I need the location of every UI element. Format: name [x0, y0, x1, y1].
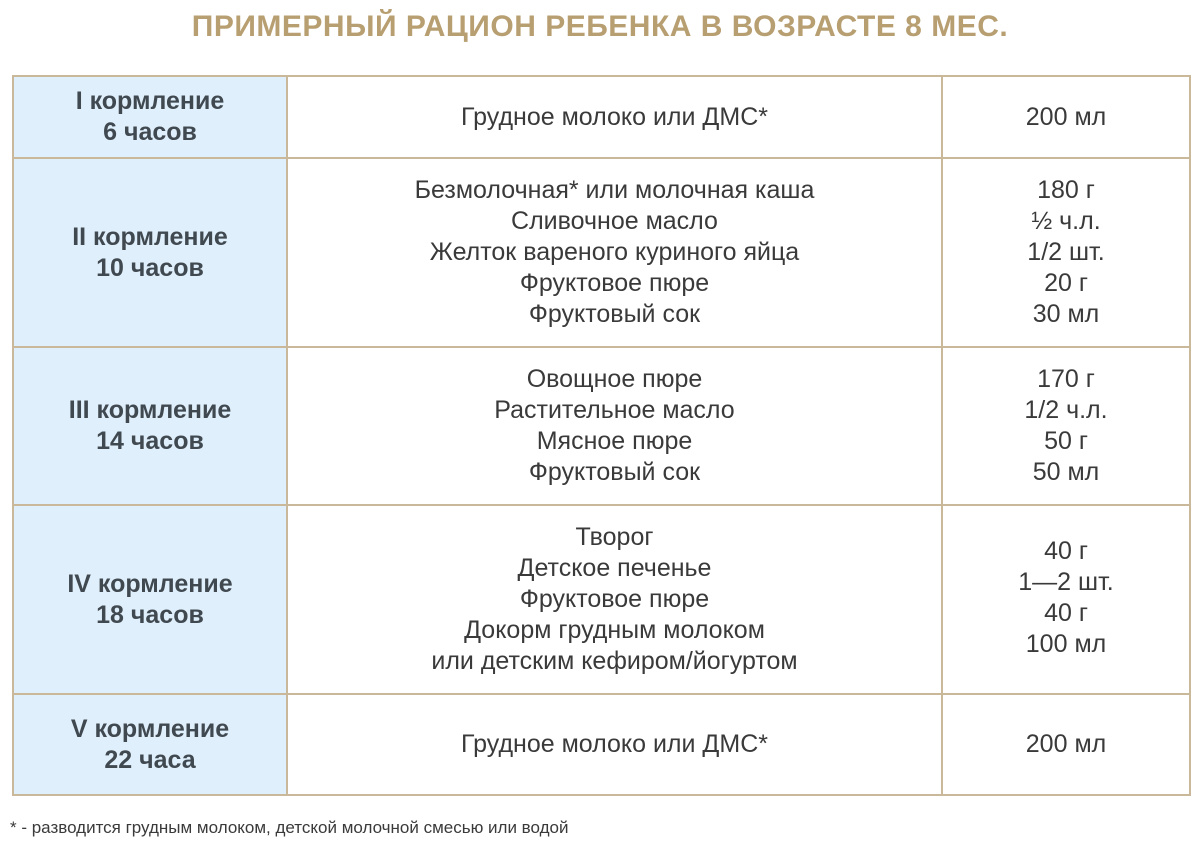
food-item: Фруктовое пюре: [519, 269, 710, 297]
food-item: Фруктовый сок: [528, 458, 701, 486]
feeding-time: 14 часов: [96, 427, 204, 455]
footnote: * - разводится грудным молоком, детской молочной смесью или водой: [10, 818, 569, 837]
items-cell: [287, 694, 942, 795]
amounts-cell: [942, 158, 1190, 347]
feeding-label: V кормление: [70, 714, 230, 743]
feeding-label: III кормление: [68, 396, 232, 424]
food-item: или детским кефиром/йогуртом: [431, 647, 798, 675]
feeding-label: I кормление: [75, 87, 225, 115]
table-row: [13, 76, 1190, 158]
food-item: Безмолочная* или молочная каша: [414, 176, 815, 204]
feeding-cell: [13, 76, 287, 158]
food-amount: 100 мл: [1025, 630, 1107, 658]
table-row: [13, 505, 1190, 694]
food-item: Творог: [575, 523, 654, 551]
food-item: Докорм грудным молоком: [464, 616, 765, 644]
page-title: ПРИМЕРНЫЙ РАЦИОН РЕБЕНКА В ВОЗРАСТЕ 8 МЕС.: [191, 10, 1009, 43]
amounts-cell: [942, 76, 1190, 158]
feeding-cell: [13, 694, 287, 795]
feeding-cell: [13, 505, 287, 694]
items-cell: [287, 505, 942, 694]
food-amount: ½ ч.л.: [1031, 207, 1101, 235]
feeding-time: 6 часов: [103, 118, 197, 146]
items-cell: [287, 76, 942, 158]
food-amount: 1/2 ч.л.: [1024, 396, 1108, 424]
food-amount: 200 мл: [1025, 102, 1107, 131]
table-row: [13, 694, 1190, 795]
amounts-cell: [942, 505, 1190, 694]
food-item: Детское печенье: [517, 554, 712, 582]
feeding-time: 18 часов: [96, 600, 204, 629]
food-item: Фруктовый сок: [528, 300, 701, 328]
table-row: [13, 347, 1190, 505]
food-item: Овощное пюре: [526, 365, 703, 393]
food-item: Растительное масло: [494, 396, 735, 424]
food-amount: 170 г: [1037, 365, 1095, 393]
amounts-cell: [942, 347, 1190, 505]
food-amount: 20 г: [1044, 269, 1088, 297]
food-item: Сливочное масло: [511, 207, 718, 235]
food-item: Грудное молоко или ДМС*: [461, 730, 768, 758]
feeding-time: 10 часов: [96, 253, 204, 282]
feeding-label: IV кормление: [67, 569, 233, 598]
table-row: [13, 158, 1190, 347]
food-amount: 200 мл: [1025, 730, 1107, 758]
food-amount: 50 мл: [1032, 458, 1100, 486]
food-item: Желток вареного куриного яйца: [429, 238, 800, 266]
food-item: Мясное пюре: [536, 427, 693, 455]
food-amount: 1—2 шт.: [1018, 568, 1114, 596]
food-amount: 50 г: [1044, 427, 1088, 455]
feeding-cell: [13, 158, 287, 347]
items-cell: [287, 347, 942, 505]
feeding-time: 22 часа: [104, 745, 196, 774]
feeding-cell: [13, 347, 287, 505]
feeding-label: II кормление: [72, 222, 228, 251]
food-amount: 40 г: [1044, 599, 1088, 627]
food-amount: 1/2 шт.: [1027, 238, 1105, 266]
ration-table: [12, 75, 1191, 796]
food-amount: 40 г: [1044, 537, 1088, 565]
food-amount: 30 мл: [1032, 300, 1100, 328]
food-amount: 180 г: [1037, 176, 1095, 204]
food-item: Грудное молоко или ДМС*: [461, 102, 768, 131]
food-item: Фруктовое пюре: [519, 585, 710, 613]
items-cell: [287, 158, 942, 347]
amounts-cell: [942, 694, 1190, 795]
